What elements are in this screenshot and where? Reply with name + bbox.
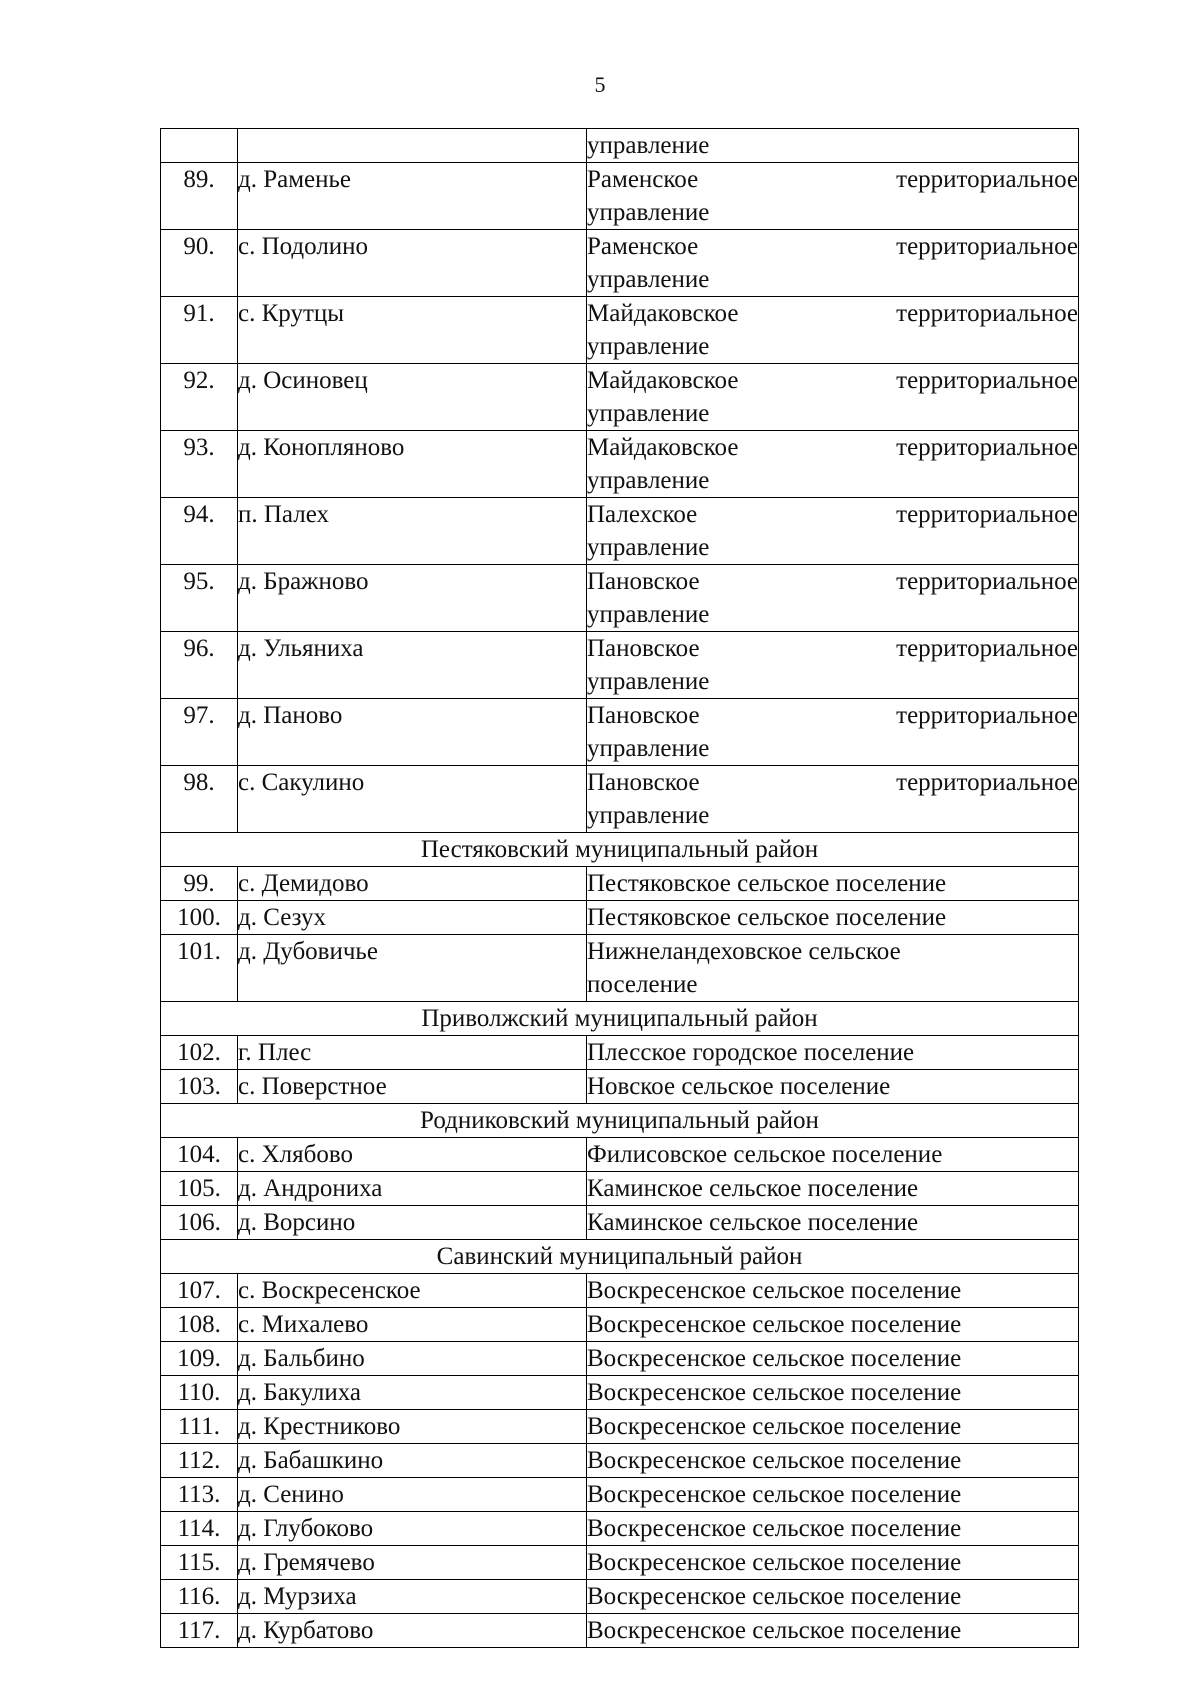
administration-line: управление xyxy=(587,601,710,628)
table-row xyxy=(161,935,1079,1002)
administration-name xyxy=(587,1070,1079,1104)
administration-line: управление xyxy=(587,467,710,494)
row-number: 98. xyxy=(161,766,238,833)
settlement-name: п. Палех xyxy=(238,498,587,565)
administration-line: управление xyxy=(587,199,710,226)
settlement-name: с. Демидово xyxy=(238,867,587,901)
administration-line: Пановское территориальное xyxy=(587,769,1078,796)
settlement-name: д. Раменье xyxy=(238,163,587,230)
settlement-name: с. Михалево xyxy=(238,1308,587,1342)
administration-line: управление xyxy=(587,266,710,293)
administration-name xyxy=(587,431,1079,498)
table-row xyxy=(161,1478,1079,1512)
administration-name xyxy=(587,699,1079,766)
administration-line: управление xyxy=(587,333,710,360)
table-row xyxy=(161,1274,1079,1308)
settlement-name: с. Хлябово xyxy=(238,1138,587,1172)
administration-line: Майдаковское территориальное xyxy=(587,300,1078,327)
administration-name xyxy=(587,1410,1079,1444)
administration-name xyxy=(587,1580,1079,1614)
settlement-name: д. Осиновец xyxy=(238,364,587,431)
administration-line: Воскресенское сельское поселение xyxy=(587,1379,962,1406)
administration-line: Майдаковское территориальное xyxy=(587,434,1078,461)
table-row xyxy=(161,1138,1079,1172)
administration-name xyxy=(587,1308,1079,1342)
table-row xyxy=(161,1070,1079,1104)
table-row xyxy=(161,867,1079,901)
administration-line: Воскресенское сельское поселение xyxy=(587,1617,962,1644)
row-number: 105. xyxy=(161,1172,238,1206)
table-row xyxy=(161,1512,1079,1546)
table-row xyxy=(161,1580,1079,1614)
settlement-name: с. Сакулино xyxy=(238,766,587,833)
district-heading-row xyxy=(161,1240,1079,1274)
settlement-name: д. Ульяниха xyxy=(238,632,587,699)
table-row xyxy=(161,1444,1079,1478)
row-number: 97. xyxy=(161,699,238,766)
administration-name xyxy=(587,1444,1079,1478)
administration-name xyxy=(587,632,1079,699)
administration-line: Пановское территориальное xyxy=(587,568,1078,595)
administration-line: управление xyxy=(587,735,710,762)
table-row xyxy=(161,901,1079,935)
administration-name xyxy=(587,1172,1079,1206)
administration-name xyxy=(587,1036,1079,1070)
district-heading: Пестяковский муниципальный район xyxy=(161,833,1079,867)
row-number: 96. xyxy=(161,632,238,699)
row-number: 100. xyxy=(161,901,238,935)
row-number: 113. xyxy=(161,1478,238,1512)
administration-name xyxy=(587,129,1079,163)
administration-line: поселение xyxy=(587,971,698,998)
table-row xyxy=(161,1308,1079,1342)
district-heading: Савинский муниципальный район xyxy=(161,1240,1079,1274)
administration-name xyxy=(587,230,1079,297)
administration-name xyxy=(587,498,1079,565)
administration-name xyxy=(587,1206,1079,1240)
settlement-name: д. Паново xyxy=(238,699,587,766)
administration-line: Пестяковское сельское поселение xyxy=(587,870,947,897)
row-number: 90. xyxy=(161,230,238,297)
administration-line: управление xyxy=(587,132,710,159)
administration-line: Пановское территориальное xyxy=(587,702,1078,729)
continuation-row xyxy=(161,129,1079,163)
administration-line: Воскресенское сельское поселение xyxy=(587,1549,962,1576)
district-heading-row xyxy=(161,833,1079,867)
administration-line: Раменское территориальное xyxy=(587,233,1078,260)
settlement-name: д. Мурзиха xyxy=(238,1580,587,1614)
administration-name xyxy=(587,867,1079,901)
settlement-name: д. Курбатово xyxy=(238,1614,587,1648)
administration-line: Палехское территориальное xyxy=(587,501,1078,528)
table-row xyxy=(161,632,1079,699)
table-row xyxy=(161,1342,1079,1376)
settlement-name: д. Бальбино xyxy=(238,1342,587,1376)
settlement-name: д. Коноплянoво xyxy=(238,431,587,498)
administration-name xyxy=(587,1274,1079,1308)
administration-line: Каминское сельское поселение xyxy=(587,1209,919,1236)
settlement-name: д. Бабашкино xyxy=(238,1444,587,1478)
administration-name xyxy=(587,1376,1079,1410)
row-number: 103. xyxy=(161,1070,238,1104)
row-number: 107. xyxy=(161,1274,238,1308)
row-number: 106. xyxy=(161,1206,238,1240)
table-row xyxy=(161,163,1079,230)
administration-name xyxy=(587,935,1079,1002)
administration-name xyxy=(587,163,1079,230)
district-heading-row xyxy=(161,1002,1079,1036)
settlement-name: с. Подолино xyxy=(238,230,587,297)
administration-line: Воскресенское сельское поселение xyxy=(587,1481,962,1508)
administration-name xyxy=(587,1614,1079,1648)
administration-name xyxy=(587,1546,1079,1580)
settlement-name: д. Гремячево xyxy=(238,1546,587,1580)
administration-name xyxy=(587,1138,1079,1172)
administration-name xyxy=(587,297,1079,364)
administration-name xyxy=(587,1512,1079,1546)
table-row xyxy=(161,364,1079,431)
settlement-name: д. Бакулиха xyxy=(238,1376,587,1410)
administration-line: Раменское территориальное xyxy=(587,166,1078,193)
table-row xyxy=(161,565,1079,632)
row-number: 109. xyxy=(161,1342,238,1376)
table-row xyxy=(161,1036,1079,1070)
table-row xyxy=(161,431,1079,498)
row-number: 115. xyxy=(161,1546,238,1580)
settlement-name: г. Плес xyxy=(238,1036,587,1070)
administration-line: управление xyxy=(587,668,710,695)
row-number: 114. xyxy=(161,1512,238,1546)
administration-line: управление xyxy=(587,400,710,427)
row-number: 99. xyxy=(161,867,238,901)
administration-name xyxy=(587,364,1079,431)
table-row xyxy=(161,230,1079,297)
administration-line: управление xyxy=(587,534,710,561)
settlement-name: д. Бражново xyxy=(238,565,587,632)
table-row xyxy=(161,1376,1079,1410)
row-number: 101. xyxy=(161,935,238,1002)
administration-line: Пановское территориальное xyxy=(587,635,1078,662)
row-number: 111. xyxy=(161,1410,238,1444)
settlement-name: с. Воскресенское xyxy=(238,1274,587,1308)
administration-line: Воскресенское сельское поселение xyxy=(587,1515,962,1542)
settlements-table xyxy=(160,128,1079,1648)
row-number: 95. xyxy=(161,565,238,632)
row-number: 104. xyxy=(161,1138,238,1172)
table-row xyxy=(161,766,1079,833)
row-number: 117. xyxy=(161,1614,238,1648)
administration-line: Воскресенское сельское поселение xyxy=(587,1413,962,1440)
administration-line: Воскресенское сельское поселение xyxy=(587,1447,962,1474)
row-number: 93. xyxy=(161,431,238,498)
row-number: 110. xyxy=(161,1376,238,1410)
administration-line: Воскресенское сельское поселение xyxy=(587,1311,962,1338)
administration-line: Каминское сельское поселение xyxy=(587,1175,919,1202)
settlement-name xyxy=(238,129,587,163)
row-number: 102. xyxy=(161,1036,238,1070)
table-row xyxy=(161,1546,1079,1580)
row-number: 91. xyxy=(161,297,238,364)
row-number: 89. xyxy=(161,163,238,230)
administration-line: Воскресенское сельское поселение xyxy=(587,1277,962,1304)
table-row xyxy=(161,1410,1079,1444)
row-number: 92. xyxy=(161,364,238,431)
administration-name xyxy=(587,1478,1079,1512)
administration-line: Воскресенское сельское поселение xyxy=(587,1583,962,1610)
settlement-name: д. Глубоково xyxy=(238,1512,587,1546)
administration-line: управление xyxy=(587,802,710,829)
table-row xyxy=(161,498,1079,565)
table-row xyxy=(161,1614,1079,1648)
settlement-name: д. Ворсино xyxy=(238,1206,587,1240)
administration-name xyxy=(587,565,1079,632)
administration-line: Новское сельское поселение xyxy=(587,1073,891,1100)
administration-line: Филисовское сельское поселение xyxy=(587,1141,943,1168)
page-number: 5 xyxy=(594,72,606,97)
district-heading-row xyxy=(161,1104,1079,1138)
settlement-name: с. Поверстное xyxy=(238,1070,587,1104)
settlement-name: д. Сенино xyxy=(238,1478,587,1512)
row-number: 116. xyxy=(161,1580,238,1614)
table-row xyxy=(161,1206,1079,1240)
administration-line: Пестяковское сельское поселение xyxy=(587,904,947,931)
row-number: 108. xyxy=(161,1308,238,1342)
administration-name xyxy=(587,901,1079,935)
row-number: 112. xyxy=(161,1444,238,1478)
row-number: 94. xyxy=(161,498,238,565)
administration-line: Нижнеландеховское сельское xyxy=(587,938,901,965)
administration-name xyxy=(587,766,1079,833)
administration-line: Майдаковское территориальное xyxy=(587,367,1078,394)
table-row xyxy=(161,1172,1079,1206)
settlements-table-body xyxy=(161,129,1079,1648)
district-heading: Приволжский муниципальный район xyxy=(161,1002,1079,1036)
administration-name xyxy=(587,1342,1079,1376)
administration-line: Воскресенское сельское поселение xyxy=(587,1345,962,1372)
settlement-name: д. Сезух xyxy=(238,901,587,935)
table-row xyxy=(161,699,1079,766)
settlement-name: д. Крестниково xyxy=(238,1410,587,1444)
settlement-name: д. Дубовичье xyxy=(238,935,587,1002)
settlement-name: с. Крутцы xyxy=(238,297,587,364)
row-number xyxy=(161,129,238,163)
administration-line: Плесское городское поселение xyxy=(587,1039,915,1066)
settlement-name: д. Андрониха xyxy=(238,1172,587,1206)
district-heading: Родниковский муниципальный район xyxy=(161,1104,1079,1138)
table-row xyxy=(161,297,1079,364)
